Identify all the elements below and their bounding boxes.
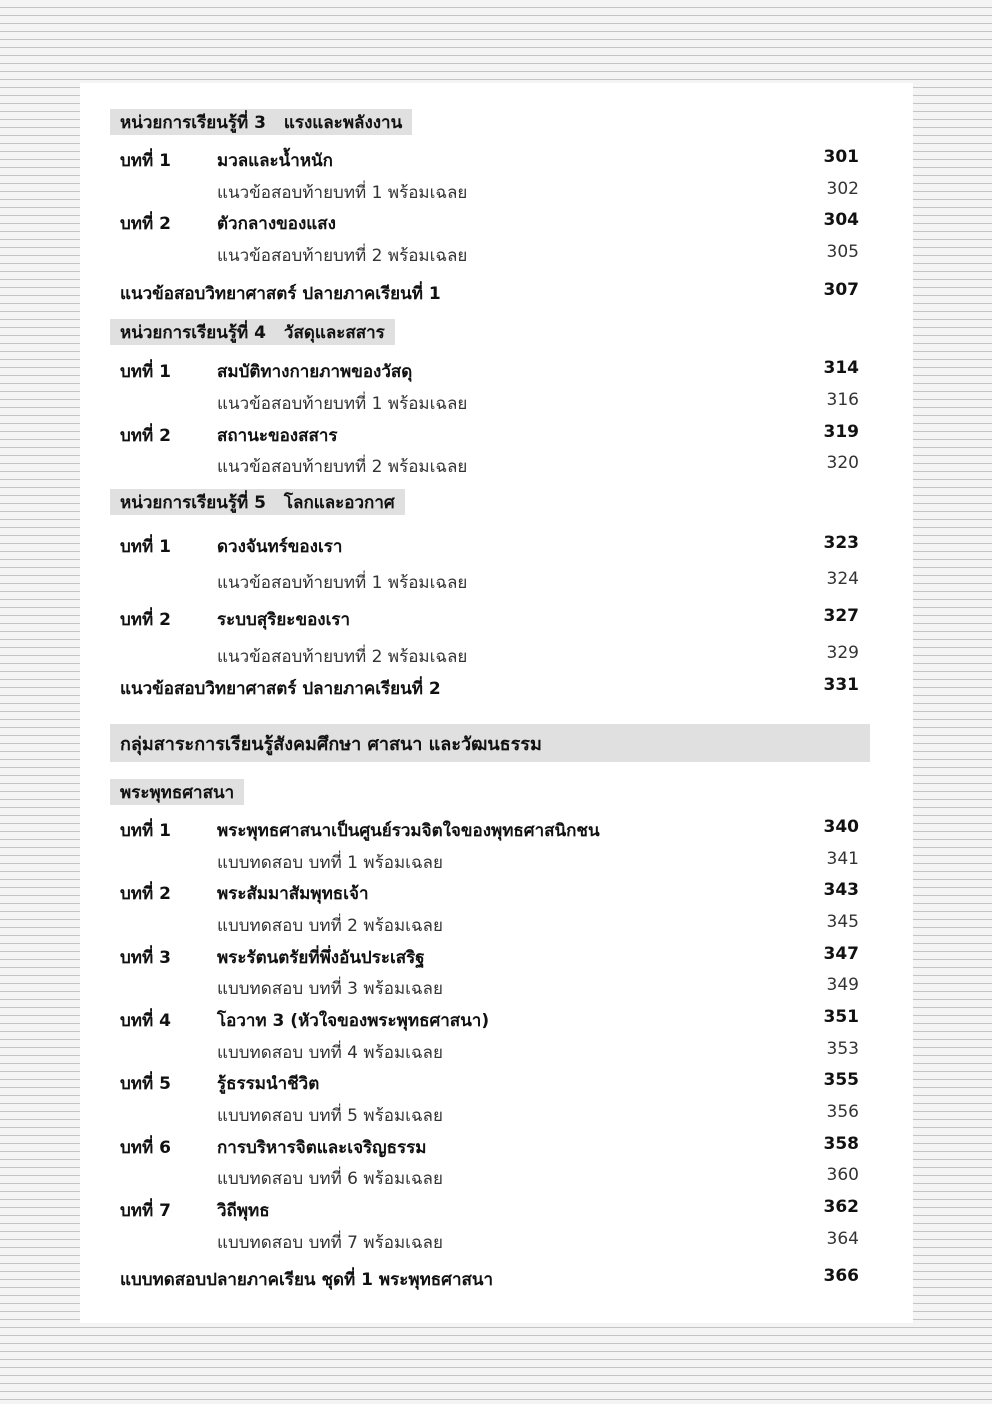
chapter-label: บทที่ 1 bbox=[120, 151, 171, 171]
chapter-label: บทที่ 6 bbox=[120, 1138, 171, 1158]
chapter-title: ระบบสุริยะของเรา bbox=[217, 610, 351, 630]
page-number: 351 bbox=[823, 1007, 859, 1027]
toc-chapter-row[interactable] bbox=[80, 531, 913, 557]
chapter-title: สถานะของสสาร bbox=[217, 426, 338, 446]
chapter-title: รู้ธรรมนำชีวิต bbox=[217, 1074, 320, 1094]
exercise-title: แนวข้อสอบท้ายบทที่ 2 พร้อมเฉลย bbox=[217, 246, 468, 266]
toc-final-exam-row[interactable] bbox=[80, 278, 913, 304]
toc-exercise-row[interactable] bbox=[80, 567, 913, 593]
toc-chapter-row[interactable] bbox=[80, 942, 913, 968]
subject-group-heading bbox=[110, 724, 870, 762]
chapter-label: บทที่ 2 bbox=[120, 884, 171, 904]
page-number: 316 bbox=[826, 390, 859, 410]
toc-exercise-row[interactable] bbox=[80, 1037, 913, 1063]
chapter-title: ดวงจันทร์ของเรา bbox=[217, 537, 343, 557]
page-number: 305 bbox=[826, 242, 859, 262]
toc-chapter-row[interactable] bbox=[80, 208, 913, 234]
exercise-title: แบบทดสอบ บทที่ 3 พร้อมเฉลย bbox=[217, 979, 443, 999]
unit-heading-4 bbox=[110, 319, 395, 345]
page-number: 301 bbox=[823, 147, 859, 167]
exam-title: แนวข้อสอบวิทยาศาสตร์ ปลายภาคเรียนที่ 2 bbox=[120, 679, 441, 699]
unit-title: โลกและอวกาศ bbox=[283, 492, 395, 513]
toc-page bbox=[80, 83, 913, 1323]
chapter-label: บทที่ 7 bbox=[120, 1201, 171, 1221]
chapter-label: บทที่ 1 bbox=[120, 537, 171, 557]
page-number: 347 bbox=[823, 944, 859, 964]
toc-exercise-row[interactable] bbox=[80, 177, 913, 203]
toc-exercise-row[interactable] bbox=[80, 1163, 913, 1189]
page-number: 329 bbox=[826, 643, 859, 663]
page-number: 304 bbox=[823, 210, 859, 230]
toc-exercise-row[interactable] bbox=[80, 847, 913, 873]
page-number: 349 bbox=[826, 975, 859, 995]
page-number: 358 bbox=[823, 1134, 859, 1154]
chapter-label: บทที่ 1 bbox=[120, 821, 171, 841]
page-number: 319 bbox=[823, 422, 859, 442]
page-number: 341 bbox=[826, 849, 859, 869]
page-number: 324 bbox=[826, 569, 859, 589]
chapter-label: บทที่ 4 bbox=[120, 1011, 171, 1031]
page-number: 327 bbox=[823, 606, 859, 626]
toc-exercise-row[interactable] bbox=[80, 910, 913, 936]
page-number: 323 bbox=[823, 533, 859, 553]
page-number: 362 bbox=[823, 1197, 859, 1217]
toc-exercise-row[interactable] bbox=[80, 641, 913, 667]
unit-label: หน่วยการเรียนรู้ที่ 4 bbox=[120, 322, 266, 343]
exam-title: แนวข้อสอบวิทยาศาสตร์ ปลายภาคเรียนที่ 1 bbox=[120, 284, 441, 304]
toc-chapter-row[interactable] bbox=[80, 1132, 913, 1158]
page-number: 314 bbox=[823, 358, 859, 378]
toc-chapter-row[interactable] bbox=[80, 1068, 913, 1094]
toc-chapter-row[interactable] bbox=[80, 1005, 913, 1031]
toc-exercise-row[interactable] bbox=[80, 973, 913, 999]
chapter-label: บทที่ 2 bbox=[120, 214, 171, 234]
toc-exercise-row[interactable] bbox=[80, 451, 913, 477]
page-number: 353 bbox=[826, 1039, 859, 1059]
page-number: 340 bbox=[823, 817, 859, 837]
page-number: 360 bbox=[826, 1165, 859, 1185]
chapter-title: การบริหารจิตและเจริญธรรม bbox=[217, 1138, 427, 1158]
toc-exercise-row[interactable] bbox=[80, 240, 913, 266]
toc-chapter-row[interactable] bbox=[80, 420, 913, 446]
toc-chapter-row[interactable] bbox=[80, 604, 913, 630]
chapter-label: บทที่ 2 bbox=[120, 426, 171, 446]
toc-chapter-row[interactable] bbox=[80, 145, 913, 171]
exercise-title: แบบทดสอบ บทที่ 2 พร้อมเฉลย bbox=[217, 916, 443, 936]
page-number: 343 bbox=[823, 880, 859, 900]
exercise-title: แบบทดสอบ บทที่ 1 พร้อมเฉลย bbox=[217, 853, 443, 873]
toc-chapter-row[interactable] bbox=[80, 356, 913, 382]
section-heading-buddhism bbox=[110, 779, 244, 805]
exercise-title: แบบทดสอบ บทที่ 4 พร้อมเฉลย bbox=[217, 1043, 443, 1063]
page-number: 355 bbox=[823, 1070, 859, 1090]
exercise-title: แบบทดสอบ บทที่ 5 พร้อมเฉลย bbox=[217, 1106, 443, 1126]
unit-title: แรงและพลังงาน bbox=[283, 112, 403, 133]
toc-exercise-row[interactable] bbox=[80, 1227, 913, 1253]
chapter-title: สมบัติทางกายภาพของวัสดุ bbox=[217, 362, 413, 382]
exercise-title: แนวข้อสอบท้ายบทที่ 1 พร้อมเฉลย bbox=[217, 573, 468, 593]
chapter-label: บทที่ 1 bbox=[120, 362, 171, 382]
chapter-title: โอวาท 3 (หัวใจของพระพุทธศาสนา) bbox=[217, 1011, 490, 1031]
page-number: 302 bbox=[826, 179, 859, 199]
group-title: กลุ่มสาระการเรียนรู้สังคมศึกษา ศาสนา และวัฒนธรรม bbox=[120, 733, 542, 755]
toc-exercise-row[interactable] bbox=[80, 1100, 913, 1126]
toc-final-exam-row[interactable] bbox=[80, 673, 913, 699]
unit-heading-5 bbox=[110, 489, 405, 515]
page-number: 331 bbox=[823, 675, 859, 695]
exercise-title: แนวข้อสอบท้ายบทที่ 1 พร้อมเฉลย bbox=[217, 394, 468, 414]
toc-chapter-row[interactable] bbox=[80, 1195, 913, 1221]
chapter-label: บทที่ 3 bbox=[120, 948, 171, 968]
exercise-title: แนวข้อสอบท้ายบทที่ 2 พร้อมเฉลย bbox=[217, 457, 468, 477]
exercise-title: แนวข้อสอบท้ายบทที่ 1 พร้อมเฉลย bbox=[217, 183, 468, 203]
chapter-title: พระพุทธศาสนาเป็นศูนย์รวมจิตใจของพุทธศาสนิกชน bbox=[217, 821, 600, 841]
page-number: 366 bbox=[823, 1266, 859, 1286]
chapter-title: ตัวกลางของแสง bbox=[217, 214, 336, 234]
exercise-title: แนวข้อสอบท้ายบทที่ 2 พร้อมเฉลย bbox=[217, 647, 468, 667]
toc-chapter-row[interactable] bbox=[80, 815, 913, 841]
unit-title: วัสดุและสสาร bbox=[283, 322, 385, 343]
chapter-label: บทที่ 5 bbox=[120, 1074, 171, 1094]
unit-label: หน่วยการเรียนรู้ที่ 5 bbox=[120, 492, 266, 513]
unit-label: หน่วยการเรียนรู้ที่ 3 bbox=[120, 112, 266, 133]
toc-exercise-row[interactable] bbox=[80, 388, 913, 414]
exercise-title: แบบทดสอบ บทที่ 6 พร้อมเฉลย bbox=[217, 1169, 443, 1189]
toc-final-exam-row[interactable] bbox=[80, 1264, 913, 1290]
unit-heading-3 bbox=[110, 109, 412, 135]
page-number: 345 bbox=[826, 912, 859, 932]
page-number: 307 bbox=[823, 280, 859, 300]
chapter-title: มวลและน้ำหนัก bbox=[217, 151, 333, 171]
chapter-title: พระสัมมาสัมพุทธเจ้า bbox=[217, 884, 369, 904]
section-label: พระพุทธศาสนา bbox=[120, 782, 235, 803]
page-number: 320 bbox=[826, 453, 859, 473]
page-number: 364 bbox=[826, 1229, 859, 1249]
exercise-title: แบบทดสอบ บทที่ 7 พร้อมเฉลย bbox=[217, 1233, 443, 1253]
chapter-title: พระรัตนตรัยที่พึ่งอันประเสริฐ bbox=[217, 948, 425, 968]
chapter-label: บทที่ 2 bbox=[120, 610, 171, 630]
page-number: 356 bbox=[826, 1102, 859, 1122]
exam-title: แบบทดสอบปลายภาคเรียน ชุดที่ 1 พระพุทธศาสนา bbox=[120, 1270, 494, 1290]
toc-chapter-row[interactable] bbox=[80, 878, 913, 904]
chapter-title: วิถีพุทธ bbox=[217, 1201, 270, 1221]
